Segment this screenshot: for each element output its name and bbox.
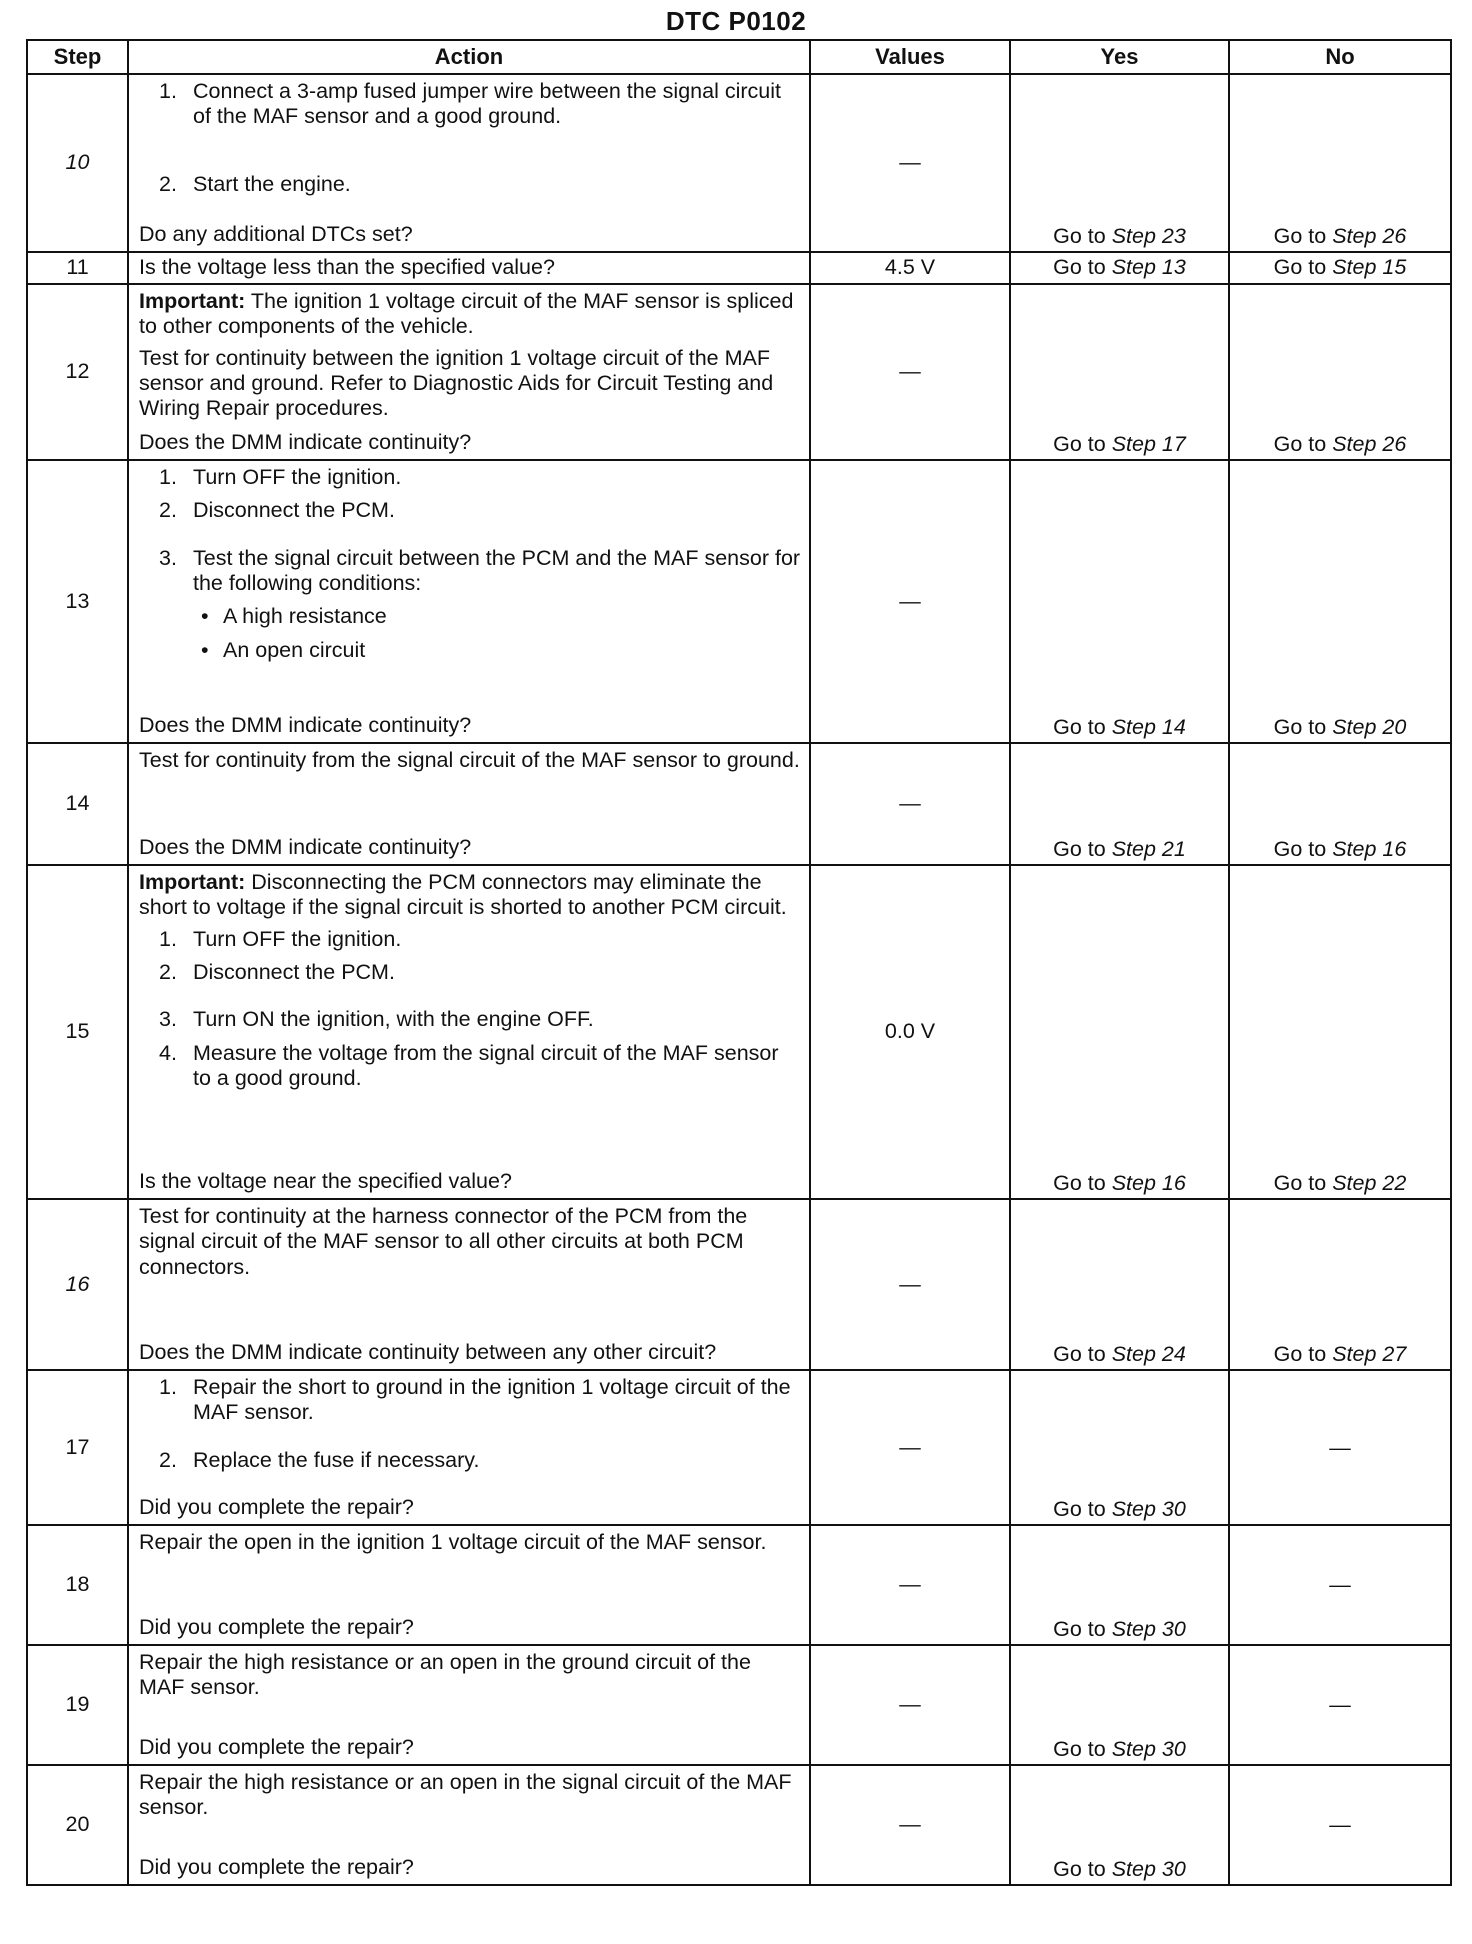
value-cell: — (810, 743, 1010, 865)
important-note: Important: Disconnecting the PCM connectors may eliminate the short to voltage if the signal circuit is shorted to another PCM circuit. (139, 870, 787, 920)
table-row (27, 865, 1451, 1199)
table-row (27, 1199, 1451, 1370)
table-row (27, 1525, 1451, 1645)
no-dash: — (1329, 1692, 1351, 1717)
no-cell (1229, 743, 1451, 865)
table-row (27, 460, 1451, 743)
header-values: Values (810, 40, 1010, 74)
goto-yes: Go to Step 30 (1053, 1736, 1186, 1761)
value-cell: — (810, 74, 1010, 252)
value-cell: — (810, 1370, 1010, 1525)
bullet-item: • A high resistance (201, 604, 387, 629)
question-text: Is the voltage less than the specified value? (139, 255, 555, 280)
step-number: 17 (65, 1434, 90, 1459)
list-item: 3. Test the signal circuit between the PCM and the MAF sensor for the following conditions: (159, 545, 801, 596)
goto-yes: Go to Step 13 (1053, 254, 1186, 279)
no-cell (1229, 1525, 1451, 1645)
no-cell (1229, 1199, 1451, 1370)
value-cell: — (810, 1765, 1010, 1885)
goto-no: Go to Step 20 (1273, 714, 1407, 739)
action-paragraph: Repair the open in the ignition 1 voltage circuit of the MAF sensor. (139, 1530, 767, 1554)
question-text: Does the DMM indicate continuity? (139, 712, 472, 737)
goto-no: Go to Step 16 (1273, 836, 1407, 861)
goto-yes: Go to Step 21 (1053, 836, 1186, 861)
important-note: Important: The ignition 1 voltage circuit of the MAF sensor is spliced to other components of the vehicle. (139, 289, 794, 339)
table-row (27, 743, 1451, 865)
step-cell (27, 865, 128, 1199)
step-number: 12 (65, 359, 90, 384)
question-text: Does the DMM indicate continuity? (139, 429, 472, 454)
header-no: No (1229, 40, 1451, 74)
question-text: Did you complete the repair? (139, 1494, 414, 1519)
page-title: DTC P0102 (665, 6, 807, 36)
action-cell (128, 1765, 810, 1885)
action-cell (128, 1525, 810, 1645)
header-step: Step (27, 40, 128, 74)
table-row (27, 284, 1451, 460)
yes-cell (1010, 252, 1229, 284)
action-cell (128, 252, 810, 284)
step-number: 19 (65, 1692, 90, 1717)
header-yes: Yes (1010, 40, 1229, 74)
header-action: Action (128, 40, 810, 74)
action-paragraph: Repair the high resistance or an open in the ground circuit of the MAF sensor. (139, 1650, 751, 1700)
action-cell (128, 460, 810, 743)
question-text: Did you complete the repair? (139, 1734, 414, 1759)
no-cell (1229, 865, 1451, 1199)
yes-cell (1010, 1525, 1229, 1645)
goto-yes: Go to Step 14 (1053, 714, 1186, 739)
yes-cell (1010, 1765, 1229, 1885)
step-cell (27, 1765, 128, 1885)
step-cell (27, 460, 128, 743)
value-cell: — (810, 284, 1010, 460)
step-cell (27, 1370, 128, 1525)
action-cell (128, 1645, 810, 1765)
question-text: Is the voltage near the specified value? (139, 1168, 512, 1193)
goto-no: Go to Step 26 (1273, 223, 1407, 248)
table-row (27, 1645, 1451, 1765)
list-item: 2. Disconnect the PCM. (159, 960, 395, 985)
value-cell: — (810, 1645, 1010, 1765)
no-cell (1229, 1370, 1451, 1525)
goto-yes: Go to Step 30 (1053, 1496, 1186, 1521)
no-cell (1229, 1765, 1451, 1885)
action-cell (128, 1199, 810, 1370)
action-paragraph: Test for continuity between the ignition 1 voltage circuit of the MAF sensor and ground. Refer to Diagnostic Aids for Circuit Testing and Wiring Repair procedures. (139, 345, 774, 421)
step-cell (27, 284, 128, 460)
list-item: 2. Replace the fuse if necessary. (159, 1447, 480, 1472)
value-cell: 0.0 V (810, 865, 1010, 1199)
no-cell (1229, 74, 1451, 252)
step-cell (27, 74, 128, 252)
yes-cell (1010, 1370, 1229, 1525)
action-cell (128, 1370, 810, 1525)
goto-no: Go to Step 27 (1273, 1341, 1407, 1366)
goto-yes: Go to Step 30 (1053, 1616, 1186, 1641)
question-text: Did you complete the repair? (139, 1854, 414, 1879)
action-paragraph: Test for continuity from the signal circuit of the MAF sensor to ground. (139, 748, 800, 772)
step-cell (27, 743, 128, 865)
step-number: 11 (66, 255, 89, 280)
no-cell (1229, 252, 1451, 284)
no-cell (1229, 1645, 1451, 1765)
action-cell (128, 74, 810, 252)
step-number: 18 (65, 1572, 90, 1597)
step-cell (27, 252, 128, 284)
goto-yes: Go to Step 30 (1053, 1856, 1186, 1881)
list-item: 1. Turn OFF the ignition. (159, 465, 402, 489)
list-item: 1. Turn OFF the ignition. (159, 926, 402, 951)
table-row (27, 74, 1451, 252)
list-item: 1. Connect a 3-amp fused jumper wire between the signal circuit of the MAF sensor and a good ground. (159, 79, 781, 129)
question-text: Does the DMM indicate continuity between any other circuit? (139, 1339, 717, 1364)
list-item: 3. Turn ON the ignition, with the engine OFF. (159, 1007, 594, 1032)
yes-cell (1010, 743, 1229, 865)
diagnostic-table (26, 39, 1452, 1886)
table-header-row (27, 40, 1451, 74)
action-cell (128, 743, 810, 865)
value-cell: — (810, 460, 1010, 743)
step-number: 20 (65, 1812, 90, 1837)
step-number: 16 (65, 1271, 90, 1296)
question-text: Do any additional DTCs set? (139, 221, 413, 246)
goto-no: Go to Step 26 (1273, 431, 1407, 456)
step-cell (27, 1199, 128, 1370)
step-number: 14 (65, 791, 90, 816)
goto-yes: Go to Step 23 (1053, 223, 1186, 248)
list-item: 2. Start the engine. (159, 171, 351, 196)
yes-cell (1010, 1199, 1229, 1370)
no-dash: — (1329, 1572, 1351, 1597)
yes-cell (1010, 1645, 1229, 1765)
goto-yes: Go to Step 24 (1053, 1341, 1186, 1366)
no-dash: — (1329, 1812, 1351, 1837)
goto-yes: Go to Step 16 (1053, 1170, 1186, 1195)
table-row (27, 1370, 1451, 1525)
list-item: 2. Disconnect the PCM. (159, 498, 395, 523)
action-cell (128, 284, 810, 460)
action-paragraph: Repair the high resistance or an open in the signal circuit of the MAF sensor. (139, 1770, 792, 1820)
yes-cell (1010, 460, 1229, 743)
no-dash: — (1329, 1434, 1351, 1459)
yes-cell (1010, 865, 1229, 1199)
goto-no: Go to Step 15 (1273, 254, 1407, 279)
no-cell (1229, 460, 1451, 743)
value-cell: — (810, 1525, 1010, 1645)
goto-yes: Go to Step 17 (1053, 431, 1186, 456)
table-row (27, 1765, 1451, 1885)
yes-cell (1010, 284, 1229, 460)
list-item: 4. Measure the voltage from the signal circuit of the MAF sensor to a good ground. (159, 1040, 779, 1091)
list-item: 1. Repair the short to ground in the ignition 1 voltage circuit of the MAF sensor. (159, 1375, 791, 1425)
step-number: 15 (65, 1019, 90, 1044)
value-cell: 4.5 V (810, 252, 1010, 284)
yes-cell (1010, 74, 1229, 252)
goto-no: Go to Step 22 (1273, 1170, 1407, 1195)
step-cell (27, 1645, 128, 1765)
action-cell (128, 865, 810, 1199)
step-number: 10 (65, 150, 90, 175)
table-row (27, 252, 1451, 284)
action-paragraph: Test for continuity at the harness connector of the PCM from the signal circuit of the MAF sensor to all other circuits at both PCM connectors. (139, 1204, 748, 1279)
question-text: Does the DMM indicate continuity? (139, 834, 472, 859)
step-number: 13 (65, 588, 90, 613)
bullet-item: • An open circuit (201, 637, 366, 662)
value-cell: — (810, 1199, 1010, 1370)
step-cell (27, 1525, 128, 1645)
no-cell (1229, 284, 1451, 460)
question-text: Did you complete the repair? (139, 1614, 414, 1639)
